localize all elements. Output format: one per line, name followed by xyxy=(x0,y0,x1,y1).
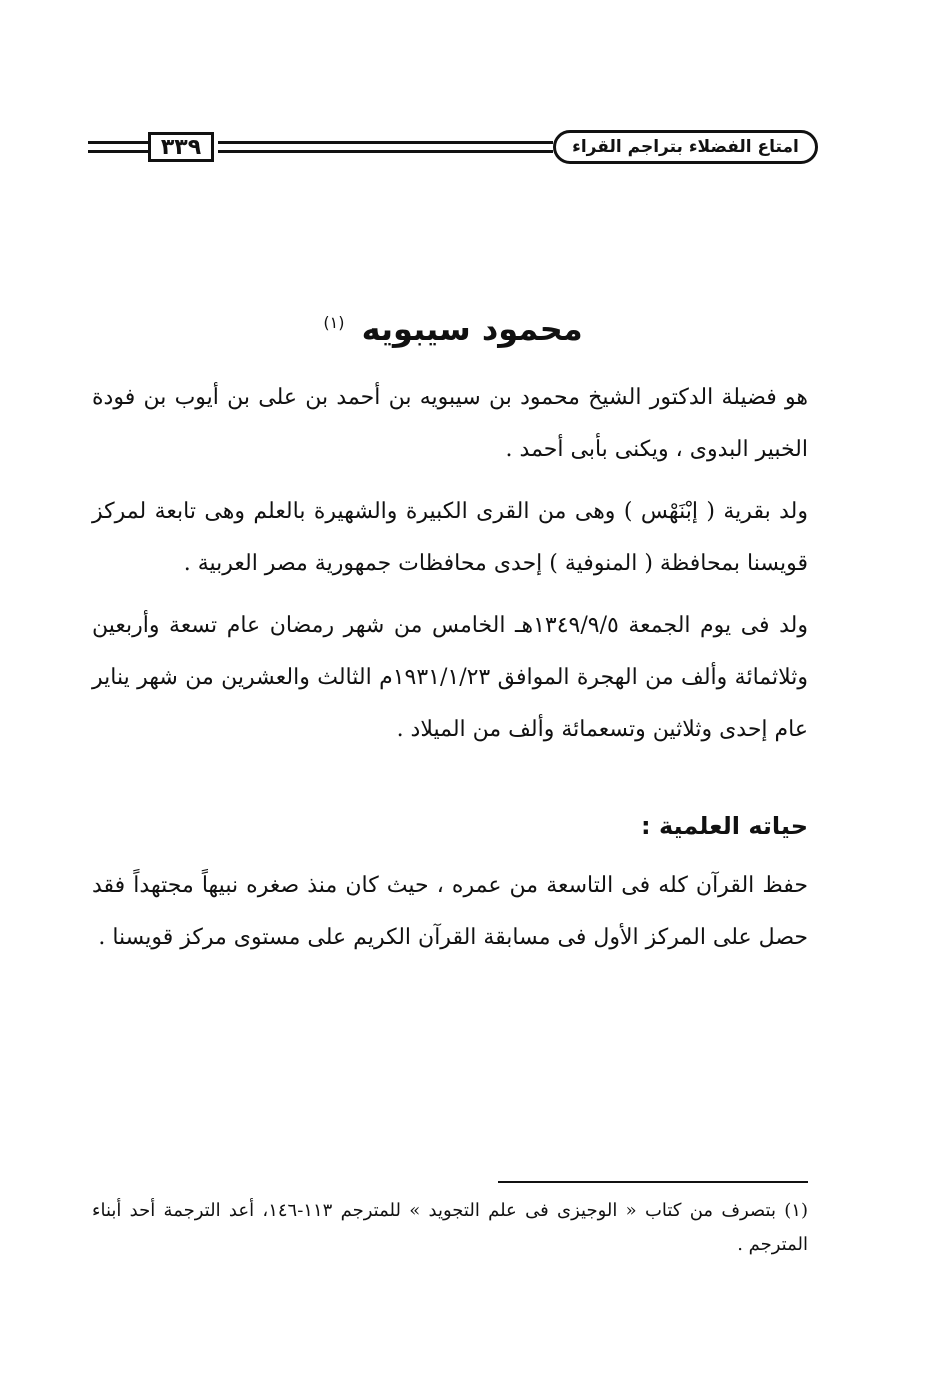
chapter-title xyxy=(88,310,818,348)
page-number: ٣٣٩ xyxy=(148,132,214,162)
paragraph: هو فضيلة الدكتور الشيخ محمود بن سيبويه بن أحمد بن على بن أيوب بن فودة الخبير البدوى ، ويكنى بأبى أحمد . xyxy=(92,385,808,462)
header-rule xyxy=(88,150,148,153)
header-rule xyxy=(218,141,553,144)
footnote-marker: (١) xyxy=(323,313,345,333)
chapter-title-text: محمود سيبويه xyxy=(361,310,583,348)
running-title: امتاع الفضلاء بتراجم القراء xyxy=(553,130,818,164)
footnote-divider xyxy=(498,1181,808,1183)
section-heading: حياته العلمية : xyxy=(640,812,808,840)
paragraph: حفظ القرآن كله فى التاسعة من عمره ، حيث كان منذ صغره نبيهاً مجتهداً فقد حصل على المركز الأول فى مسابقة القرآن الكريم على مستوى مركز قويسنا . xyxy=(92,873,808,950)
header-rule xyxy=(218,150,553,153)
page-header xyxy=(88,128,818,168)
paragraph: ولد بقرية ( إبْنَهْس ) وهى من القرى الكبيرة والشهيرة بالعلم وهى تابعة لمركز قويسنا بمحافظة ( المنوفية ) إحدى محافظات جمهورية مصر العربية . xyxy=(92,499,808,576)
footnote: (١) بتصرف من كتاب « الوجيزى فى علم التجويد » للمترجم ١١٣-١٤٦، أعد الترجمة أحد أبناء المترجم . xyxy=(92,1200,808,1255)
paragraph: ولد فى يوم الجمعة ١٣٤٩/٩/٥هـ الخامس من شهر رمضان عام تسعة وأربعين وثلاثمائة وألف من الهجرة الموافق ١٩٣١/١/٢٣م الثالث والعشرين من شهر يناير عام إحدى وثلاثين وتسعمائة وألف من الميلاد . xyxy=(92,613,808,742)
main-text xyxy=(92,372,808,974)
header-rule xyxy=(88,141,148,144)
